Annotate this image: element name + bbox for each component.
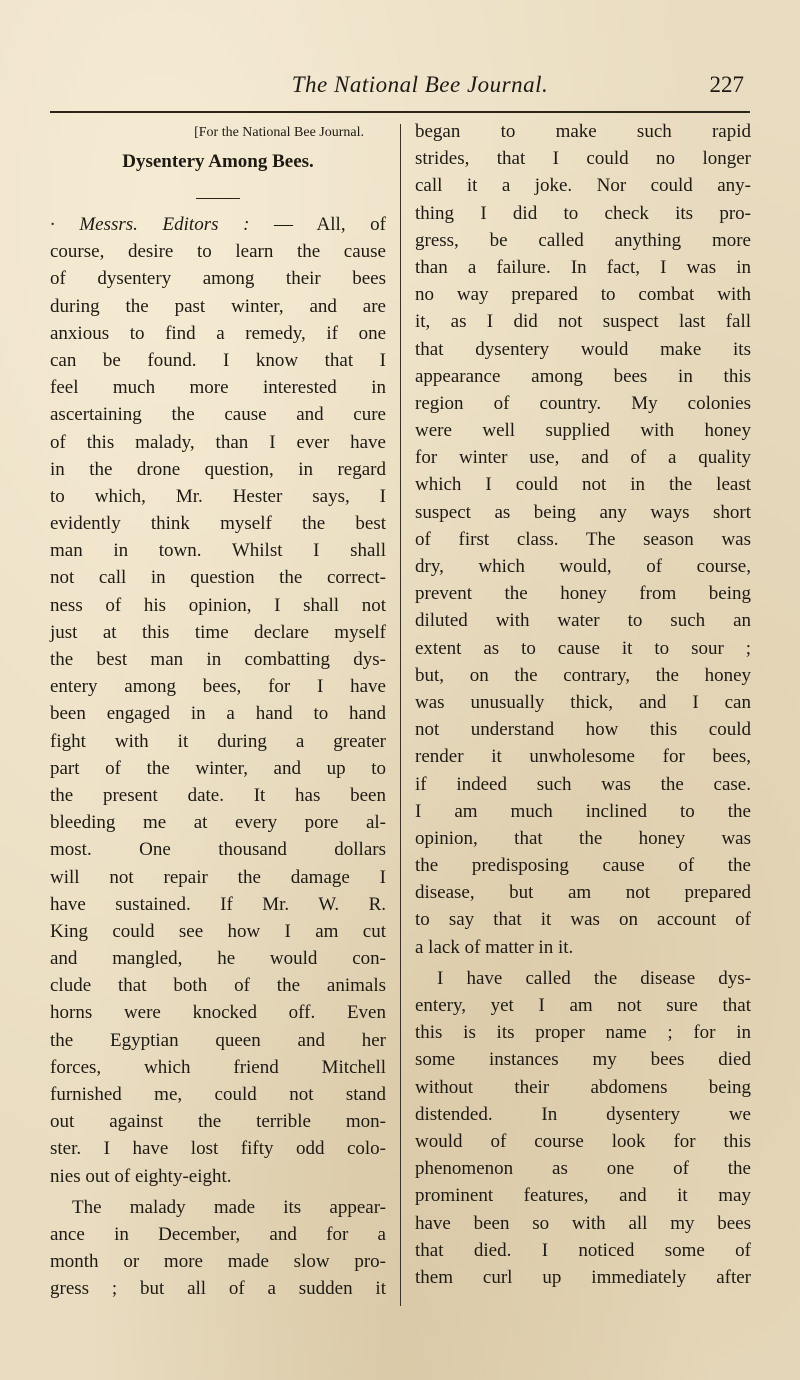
text-line: were well supplied with honey bbox=[415, 420, 751, 442]
text-line: horns were knocked off. Even bbox=[50, 1002, 386, 1024]
text-line: suspect as being any ways short bbox=[415, 501, 751, 523]
text-line: bleeding me at every pore al- bbox=[50, 812, 386, 834]
text-line: of dysentery among their bees bbox=[50, 268, 386, 290]
text-line: which I could not in the least bbox=[415, 474, 751, 496]
right-column bbox=[415, 118, 751, 1291]
text-line: been engaged in a hand to hand bbox=[50, 703, 386, 725]
journal-name: The National Bee Journal. bbox=[291, 72, 549, 97]
text-line: not call in question the correct- bbox=[50, 567, 386, 589]
text-line: to say that it was on account of bbox=[415, 909, 751, 931]
text-line: and mangled, he would con- bbox=[50, 948, 386, 970]
text-line: without their abdomens being bbox=[415, 1076, 751, 1098]
text-line: began to make such rapid bbox=[415, 121, 751, 142]
text-line: no way prepared to combat with bbox=[415, 284, 751, 306]
left-column-text bbox=[50, 238, 386, 1302]
text-line: will not repair the damage I bbox=[50, 866, 386, 888]
text-line: was unusually thick, and I can bbox=[415, 691, 751, 713]
text-line: forces, which friend Mitchell bbox=[50, 1056, 386, 1078]
text-line: in the drone question, in regard bbox=[50, 458, 386, 480]
text-line: prominent features, and it may bbox=[415, 1185, 751, 1207]
text-line: it, as I did not suspect last fall bbox=[415, 311, 751, 333]
text-line: gress ; but all of a sudden it bbox=[50, 1278, 386, 1300]
text-line: of this malady, than I ever have bbox=[50, 431, 386, 453]
text-line: dry, which would, of course, bbox=[415, 556, 751, 577]
header-rule bbox=[50, 111, 750, 113]
text-line: ness of his opinion, I shall not bbox=[50, 594, 386, 616]
text-line: ster. I have lost fifty odd colo- bbox=[50, 1138, 386, 1160]
text-line: clude that both of the animals bbox=[50, 975, 386, 997]
text-line: The malady made its appear- bbox=[72, 1196, 386, 1218]
text-line: some instances my bees died bbox=[415, 1049, 751, 1071]
text-line: this is its proper name ; for in bbox=[415, 1022, 751, 1044]
text-line: anxious to find a remedy, if one bbox=[50, 322, 386, 344]
text-line: nies out of eighty-eight. bbox=[50, 1165, 232, 1187]
text-line: region of country. My colonies bbox=[415, 392, 751, 414]
text-line: course, desire to learn the cause bbox=[50, 241, 386, 263]
source-note: [For the National Bee Journal. bbox=[194, 125, 364, 140]
text-line: diluted with water to such an bbox=[415, 610, 751, 632]
text-line: that dysentery would make its bbox=[415, 338, 751, 360]
text-line: the present date. It has been bbox=[50, 784, 386, 806]
text-line: that died. I noticed some of bbox=[415, 1239, 751, 1261]
text-line: entery, yet I am not sure that bbox=[415, 995, 751, 1016]
article-title: Dysentery Among Bees. bbox=[122, 151, 314, 172]
text-line: but, on the contrary, the honey bbox=[415, 664, 751, 686]
text-line: I am much inclined to the bbox=[415, 800, 751, 822]
text-line: have sustained. If Mr. W. R. bbox=[50, 893, 386, 915]
text-line: a lack of matter in it. bbox=[415, 936, 574, 958]
left-column bbox=[50, 118, 386, 1303]
text-line: ance in December, and for a bbox=[50, 1223, 386, 1245]
text-line: I have called the disease dys- bbox=[437, 967, 751, 989]
text-line: the predisposing cause of the bbox=[415, 855, 751, 877]
text-line: entery among bees, for I have bbox=[50, 676, 386, 698]
salutation: · Messrs. Editors : bbox=[50, 214, 250, 235]
text-line: fight with it during a greater bbox=[50, 730, 386, 752]
text-line: feel much more interested in bbox=[50, 377, 386, 399]
right-column-text bbox=[415, 118, 751, 1291]
text-line: disease, but am not prepared bbox=[415, 882, 751, 904]
running-head bbox=[50, 72, 750, 104]
text-line: extent as to cause it to sour ; bbox=[415, 637, 751, 659]
text-line: not understand how this could bbox=[415, 719, 751, 741]
text-line: if indeed such was the case. bbox=[415, 773, 751, 795]
text-line: phenomenon as one of the bbox=[415, 1158, 751, 1180]
text-line: for winter use, and of a quality bbox=[415, 447, 751, 469]
text-line: ascertaining the cause and cure bbox=[50, 404, 386, 426]
text-line: thing I did to check its pro- bbox=[415, 202, 751, 224]
text-line: would of course look for this bbox=[415, 1130, 751, 1152]
text-line: gress, be called anything more bbox=[415, 229, 751, 251]
text-line: the best man in combatting dys- bbox=[50, 649, 386, 670]
text-line: them curl up immediately after bbox=[415, 1266, 751, 1288]
text-line: than a failure. In fact, I was in bbox=[415, 256, 751, 278]
text-line: can be found. I know that I bbox=[50, 349, 386, 371]
text-line: King could see how I am cut bbox=[50, 920, 386, 942]
text-line: evidently think myself the best bbox=[50, 513, 386, 535]
text-line: just at this time declare myself bbox=[50, 621, 386, 643]
text-line: opinion, that the honey was bbox=[415, 827, 751, 849]
text-line: distended. In dysentery we bbox=[415, 1103, 751, 1125]
text-line: part of the winter, and up to bbox=[50, 757, 386, 779]
text-line: most. One thousand dollars bbox=[50, 839, 386, 861]
opening-text: — All, of bbox=[274, 214, 386, 235]
page-number: 227 bbox=[709, 72, 744, 97]
text-line: prevent the honey from being bbox=[415, 583, 751, 605]
text-line: appearance among bees in this bbox=[415, 365, 751, 387]
text-line: month or more made slow pro- bbox=[50, 1251, 386, 1273]
text-line: render it unwholesome for bees, bbox=[415, 746, 751, 768]
text-line: of first class. The season was bbox=[415, 528, 751, 550]
text-line: have been so with all my bees bbox=[415, 1212, 751, 1234]
text-line: furnished me, could not stand bbox=[50, 1084, 386, 1105]
column-divider bbox=[400, 124, 401, 1306]
text-line: during the past winter, and are bbox=[50, 295, 386, 317]
text-line: call it a joke. Nor could any- bbox=[415, 175, 751, 197]
title-rule bbox=[196, 198, 240, 199]
opening-line bbox=[50, 211, 386, 238]
text-line: the Egyptian queen and her bbox=[50, 1029, 386, 1051]
text-line: out against the terrible mon- bbox=[50, 1111, 386, 1133]
text-line: to which, Mr. Hester says, I bbox=[50, 485, 386, 507]
text-line: man in town. Whilst I shall bbox=[50, 540, 386, 562]
text-line: strides, that I could no longer bbox=[415, 148, 751, 170]
